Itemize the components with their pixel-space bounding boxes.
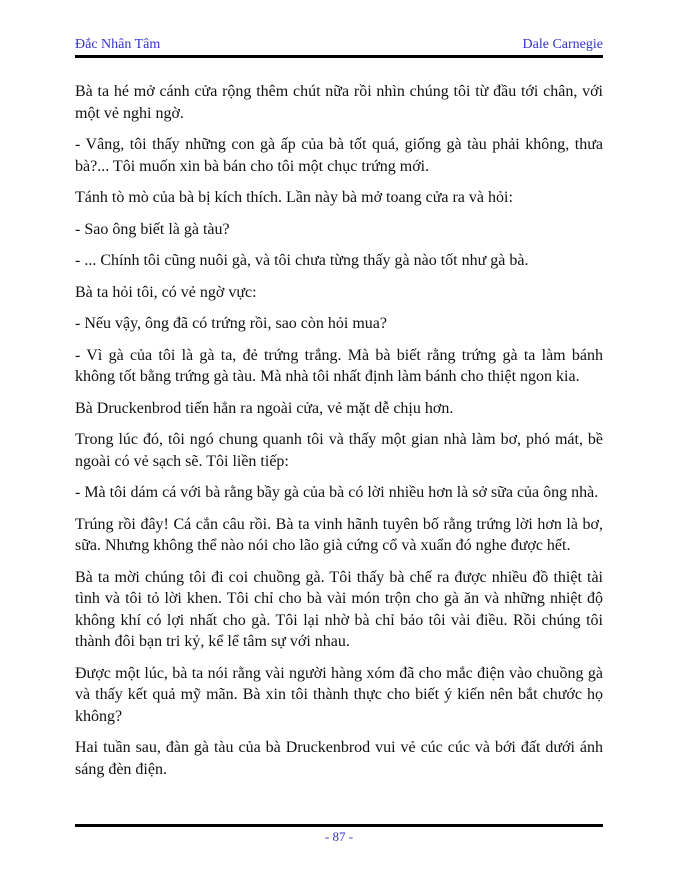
paragraph: Trúng rồi đây! Cá cắn câu rồi. Bà ta vinh hãnh tuyên bố rằng trứng lời hơn là bơ, sữa. Nhưng không thể nào nói cho lão già cứng cổ và xuẩn đó nghe được hết.	[75, 515, 603, 554]
page-footer	[75, 824, 603, 845]
header-author: Dale Carnegie	[522, 37, 603, 52]
paragraph: Được một lúc, bà ta nói rằng vài người hàng xóm đã cho mắc điện vào chuồng gà và thấy kết quả mỹ mãn. Bà xin tôi thành thực cho biết ý kiến nên bắt chước họ không?	[75, 664, 603, 725]
paragraph: Tánh tò mò của bà bị kích thích. Lần này bà mở toang cửa ra và hỏi:	[75, 189, 513, 206]
paragraph: - ... Chính tôi cũng nuôi gà, và tôi chưa từng thấy gà nào tốt như gà bà.	[75, 252, 529, 269]
paragraph: Bà ta hé mở cánh cửa rộng thêm chút nữa rồi nhìn chúng tôi từ đầu tới chân, với một vẻ nghi ngờ.	[75, 83, 603, 122]
paragraph: - Sao ông biết là gà tàu?	[75, 220, 230, 238]
paragraph: Trong lúc đó, tôi ngó chung quanh tôi và thấy một gian nhà làm bơ, phó mát, bề ngoài có vẻ sạch sẽ. Tôi liền tiếp:	[75, 431, 603, 470]
paragraph: Bà Druckenbrod tiến hẳn ra ngoài cửa, vẻ mặt dễ chịu hơn.	[75, 399, 454, 417]
page-header	[75, 36, 603, 53]
paragraph: Hai tuần sau, đàn gà tàu của bà Druckenbrod vui vẻ cúc cúc và bới đất dưới ánh sáng đèn điện.	[75, 739, 603, 778]
paragraph: - Nếu vậy, ông đã có trứng rồi, sao còn hỏi mua?	[75, 315, 387, 332]
paragraph: Bà ta mời chúng tôi đi coi chuồng gà. Tôi thấy bà chế ra được nhiều đồ thiệt tài tình và tôi tỏ lời khen. Tôi chỉ cho bà vài món trộn cho gà ăn và những nhiệt độ không khí có lợi nhất cho gà. Tôi lại nhờ bà chỉ bảo tôi vài điều. Rồi chúng tôi thành đôi bạn tri kỷ, kể lể tâm sự với nhau.	[75, 568, 603, 650]
header-rule	[75, 55, 603, 58]
footer-rule	[75, 824, 603, 827]
header-book-title: Đắc Nhân Tâm	[75, 37, 161, 52]
paragraph: - Vâng, tôi thấy những con gà ấp của bà tốt quá, giống gà tàu phải không, thưa bà?... Tôi muốn xin bà bán cho tôi một chục trứng mới.	[75, 136, 603, 175]
page-number: - 87 -	[324, 829, 354, 844]
paragraph: - Vì gà của tôi là gà ta, đẻ trứng trắng. Mà bà biết rằng trứng gà ta làm bánh không tốt bằng trứng gà tàu. Mà nhà tôi nhất định làm bánh cho thiệt ngon kia.	[75, 346, 603, 385]
paragraph: Bà ta hỏi tôi, có vẻ ngờ vực:	[75, 283, 257, 301]
paragraph: - Mà tôi dám cá với bà rằng bầy gà của bà có lời nhiều hơn là sở sữa của ông nhà.	[75, 484, 599, 501]
body-paragraphs	[75, 81, 603, 780]
